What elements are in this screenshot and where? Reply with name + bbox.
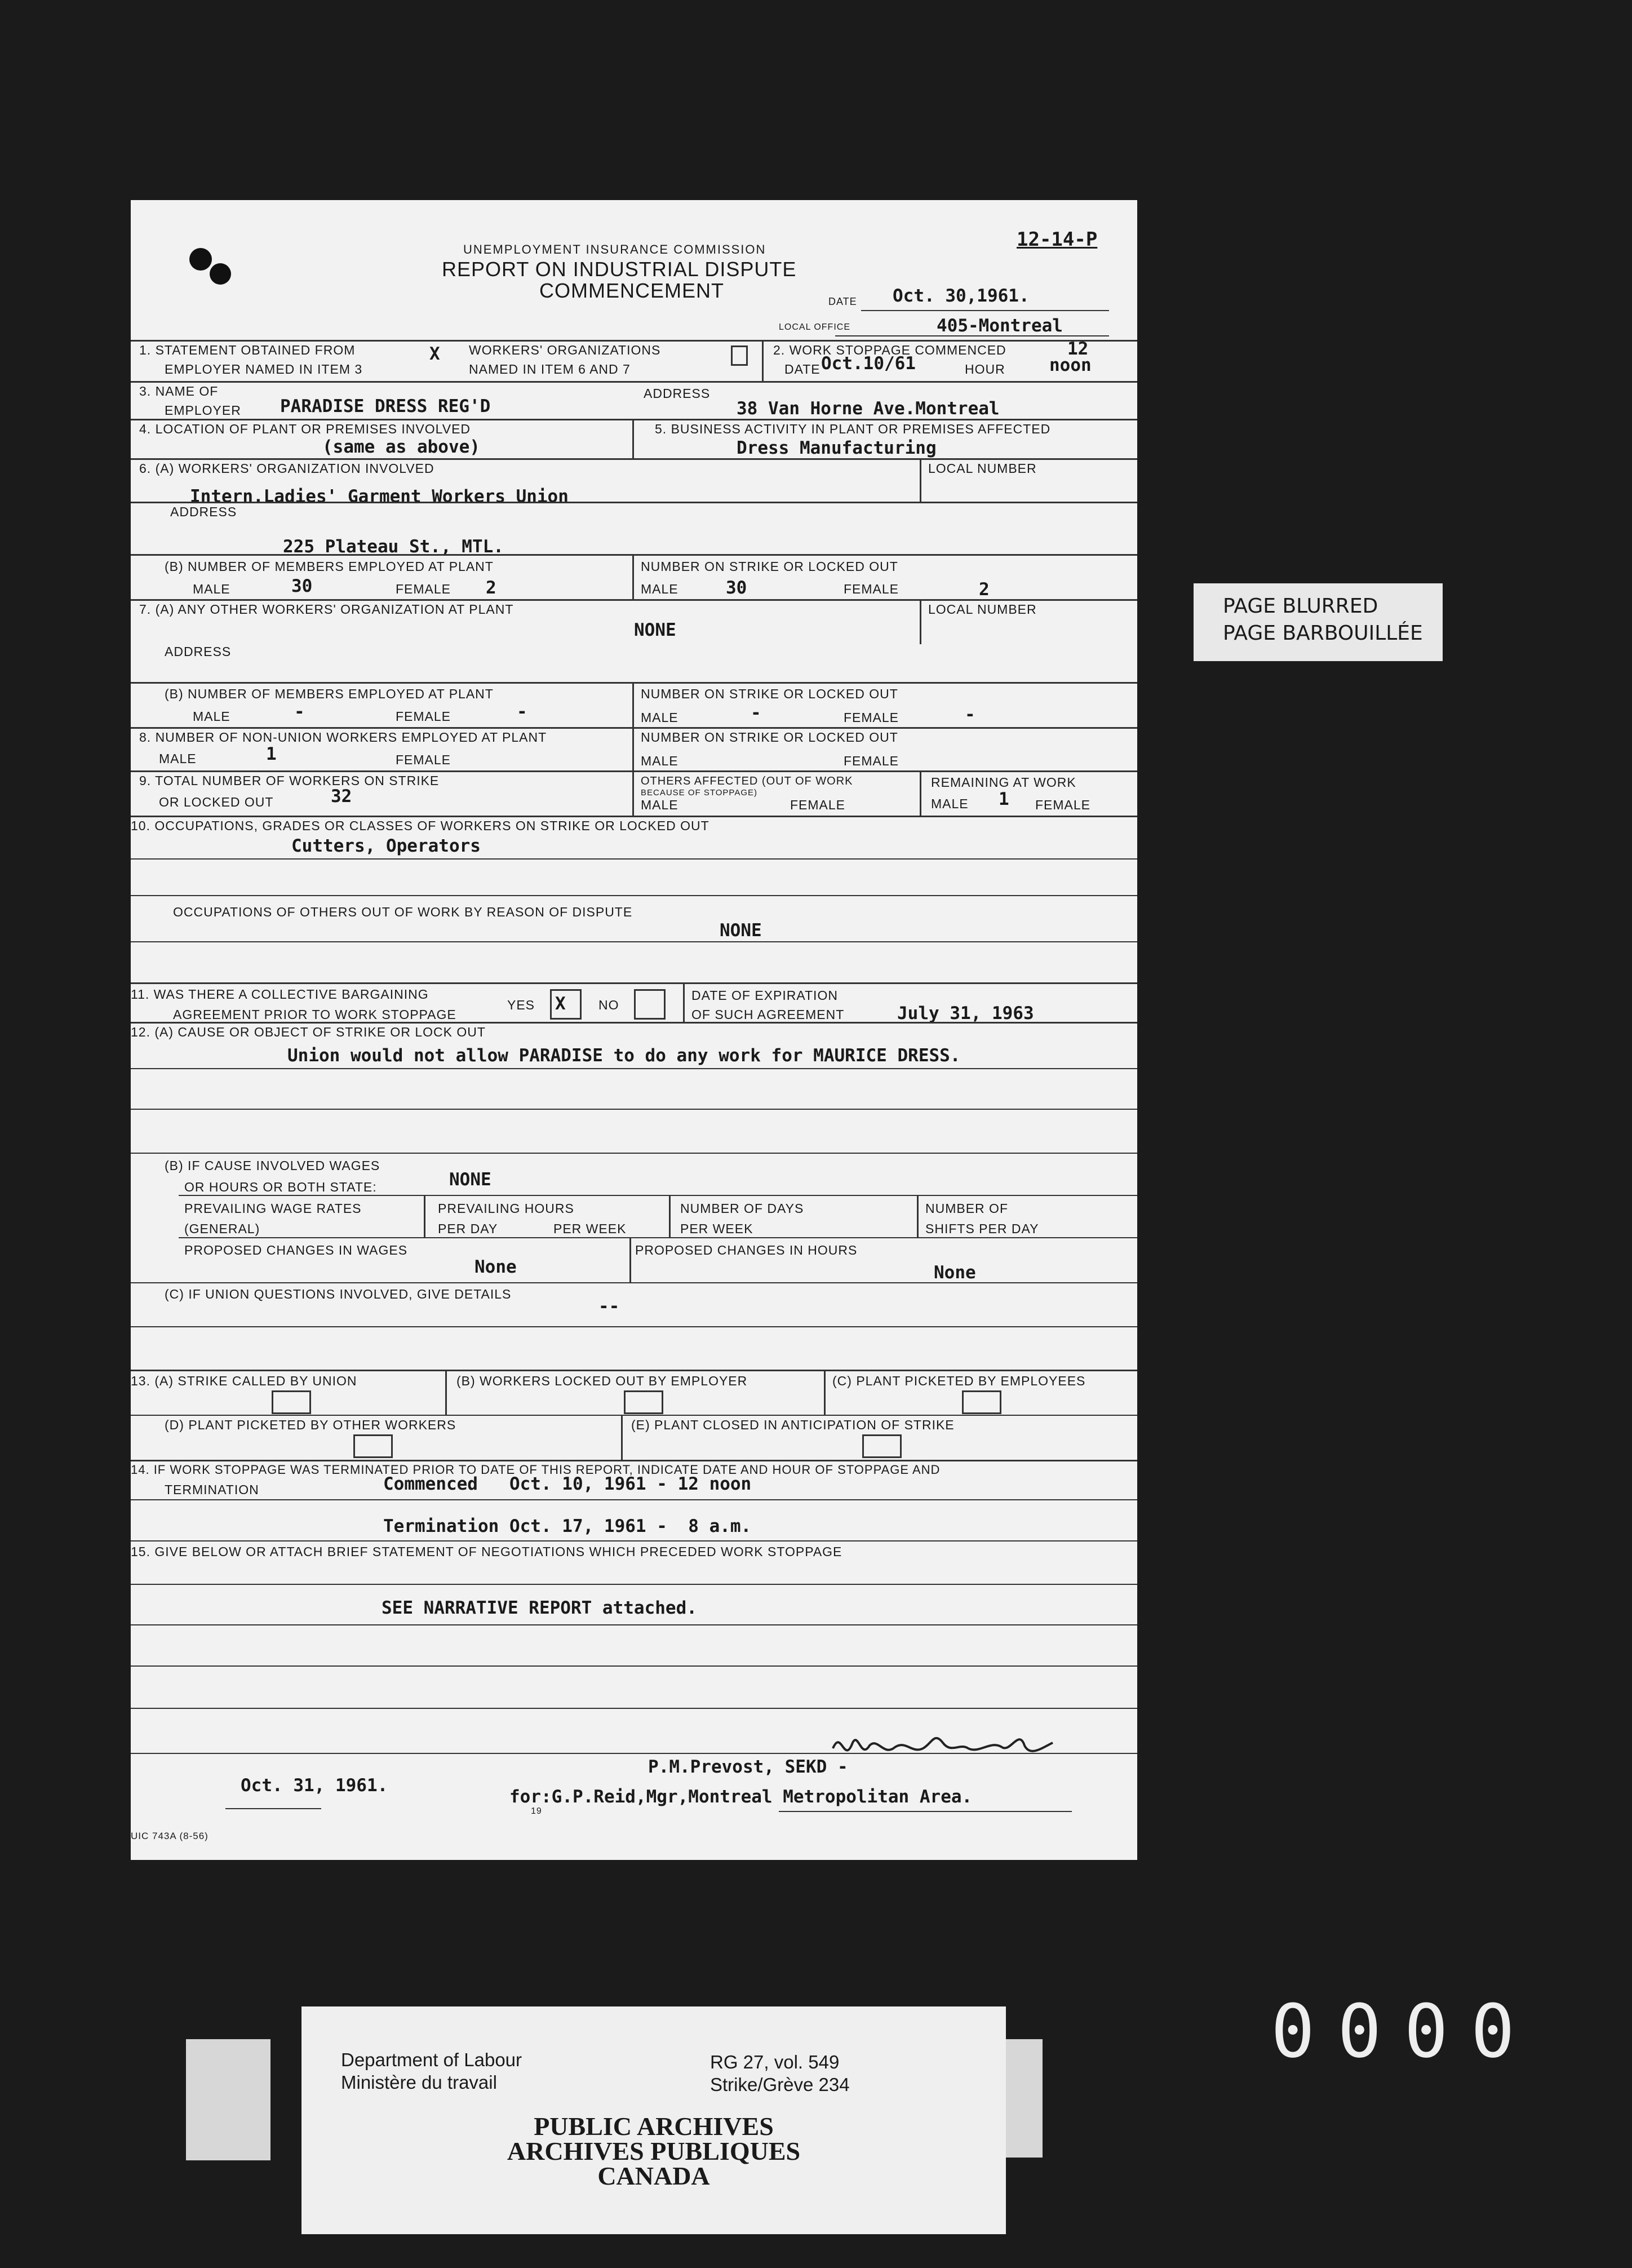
item9-label: 9. TOTAL NUMBER OF WORKERS ON STRIKE [139,773,440,788]
item14-label: 14. IF WORK STOPPAGE WAS TERMINATED PRIOR TO DATE OF THIS REPORT, INDICATE DATE AND HOUR OF STOPPAGE AND [131,1463,941,1477]
business-activity: Dress Manufacturing [737,438,937,458]
wages-changes: None [474,1257,517,1277]
form-number: UIC 743A (8-56) [131,1831,209,1841]
expiration-label2: OF SUCH AGREEMENT [691,1007,845,1022]
item8-label: 8. NUMBER OF NON-UNION WORKERS EMPLOYED AT PLANT [139,730,547,745]
male-label: MALE [159,751,197,766]
workers-organization: Intern.Ladies' Garment Workers Union [190,486,569,507]
male-label: MALE [641,710,678,725]
strike-male: 30 [726,578,747,598]
item6-address-label: ADDRESS [170,504,237,519]
signer-name: P.M.Prevost, SEKD - [648,1757,848,1777]
public-archives-en: PUBLIC ARCHIVES [534,2112,774,2141]
others-occupations: NONE [720,920,762,941]
punch-hole [189,248,212,271]
no-label: NO [598,998,619,1012]
workers-org-label2: NAMED IN ITEM 6 AND 7 [469,362,631,376]
female-label: FEMALE [396,582,451,596]
hours-changes: None [934,1263,976,1283]
dept-en: Department of Labour [341,2049,522,2070]
item12b-label2: OR HOURS OR BOTH STATE: [184,1180,377,1194]
termination-line: Termination Oct. 17, 1961 - 8 a.m. [383,1516,752,1536]
public-archives-fr: ARCHIVES PUBLIQUES [507,2137,801,2165]
item8-strike-label: NUMBER ON STRIKE OR LOCKED OUT [641,730,898,745]
yes-label: YES [507,998,535,1012]
archive-label-card [301,2006,1006,2234]
workers-org-label: WORKERS' ORGANIZATIONS [469,343,661,357]
stamp-line-fr: PAGE BARBOUILLÉE [1223,622,1423,645]
occupations: Cutters, Operators [291,836,481,856]
item7-label: 7. (A) ANY OTHER WORKERS' ORGANIZATION AT PLANT [139,602,514,617]
item6-label: 6. (A) WORKERS' ORGANIZATION INVOLVED [139,461,434,476]
employer-checkbox-mark: X [429,344,440,364]
item13a-label: 13. (A) STRIKE CALLED BY UNION [131,1374,357,1388]
others-occupations-label: OCCUPATIONS OF OTHERS OUT OF WORK BY REASON OF DISPUTE [173,905,633,919]
female-label: FEMALE [1035,798,1091,812]
address-label: ADDRESS [644,386,711,401]
cause-of-strike: Union would not allow PARADISE to do any work for MAURICE DRESS. [287,1046,961,1066]
female-label: FEMALE [844,754,899,768]
female-label: FEMALE [790,798,846,812]
female-label: FEMALE [844,710,899,725]
stoppage-hour: noon [1049,355,1092,375]
locked-out-checkbox[interactable] [624,1390,663,1414]
shifts-label2: SHIFTS PER DAY [925,1221,1039,1236]
item12c-label: (C) IF UNION QUESTIONS INVOLVED, GIVE DETAILS [165,1287,512,1301]
item11-label2: AGREEMENT PRIOR TO WORK STOPPAGE [173,1007,456,1022]
employer-name: PARADISE DRESS REG'D [280,396,491,417]
male-label: MALE [193,582,230,596]
item13e-label: (E) PLANT CLOSED IN ANTICIPATION OF STRIKE [631,1418,955,1432]
male-label: MALE [193,709,230,724]
date-label: DATE [828,296,857,307]
form-subtitle: COMMENCEMENT [539,279,724,302]
plant-location: (same as above) [322,437,480,457]
per-week-label: PER WEEK [553,1221,627,1236]
item10-label: 10. OCCUPATIONS, GRADES OR CLASSES OF WORKERS ON STRIKE OR LOCKED OUT [131,818,709,833]
hours-changes-label: PROPOSED CHANGES IN HOURS [635,1243,858,1257]
item1-label: 1. STATEMENT OBTAINED FROM [139,343,356,357]
others-affected-label2: BECAUSE OF STOPPAGE) [641,788,757,798]
prevailing-hours-label: PREVAILING HOURS [438,1201,574,1216]
item7-members-female: - [517,702,527,722]
form-title: REPORT ON INDUSTRIAL DISPUTE [442,258,797,281]
stoppage-hour-top: 12 [1067,339,1089,359]
total-on-strike: 32 [331,786,352,807]
remaining-label: REMAINING AT WORK [931,775,1076,790]
item1-label2: EMPLOYER NAMED IN ITEM 3 [165,362,363,376]
item3-label2: EMPLOYER [165,403,241,418]
other-organization: NONE [634,620,676,640]
no-checkbox[interactable] [634,989,666,1020]
item9-label2: OR LOCKED OUT [159,795,274,809]
archive-ref: RG 27, vol. 549 [710,2052,840,2072]
archive-strike-no: Strike/Grève 234 [710,2074,850,2095]
item13b-label: (B) WORKERS LOCKED OUT BY EMPLOYER [456,1374,748,1388]
for-line: for:G.P.Reid,Mgr,Montreal Metropolitan Area. [509,1787,973,1807]
wages-hours-value: NONE [449,1170,491,1190]
members-male: 30 [291,576,313,596]
item7-address-label: ADDRESS [165,644,232,659]
workers-org-checkbox[interactable] [731,345,748,366]
page-blurred-stamp [1194,583,1443,661]
item11-label: 11. WAS THERE A COLLECTIVE BARGAINING [131,987,429,1002]
male-label: MALE [641,754,678,768]
dept-fr: Ministère du travail [341,2072,497,2093]
punch-hole [210,263,231,285]
remaining-male: 1 [999,789,1009,809]
general-label: (GENERAL) [184,1221,260,1236]
item3-label: 3. NAME OF [139,384,219,398]
stoppage-date: Oct.10/61 [821,353,916,374]
card-tab-left [186,2039,270,2160]
days-label2: PER WEEK [680,1221,753,1236]
male-label: MALE [641,582,678,596]
item7-local-label: LOCAL NUMBER [928,602,1037,617]
stoppage-hour-label: HOUR [965,362,1005,376]
item15-label: 15. GIVE BELOW OR ATTACH BRIEF STATEMENT OF NEGOTIATIONS WHICH PRECEDED WORK STOPPAGE [131,1544,842,1559]
signed-date: Oct. 31, 1961. [241,1775,388,1796]
employer-address: 38 Van Horne Ave.Montreal [737,398,1000,419]
stamp-line-en: PAGE BLURRED [1223,595,1378,618]
others-affected-label: OTHERS AFFECTED (OUT OF WORK [641,775,853,787]
item2-label: 2. WORK STOPPAGE COMMENCED [773,343,1006,357]
days-label: NUMBER OF DAYS [680,1201,804,1216]
stoppage-date-label: DATE [784,362,821,376]
item7-members-male: - [294,702,305,722]
wage-rates-label: PREVAILING WAGE RATES [184,1201,362,1216]
item4-label: 4. LOCATION OF PLANT OR PREMISES INVOLVED [139,422,471,436]
item5-label: 5. BUSINESS ACTIVITY IN PLANT OR PREMISES AFFECTED [655,422,1051,436]
file-number: 12-14-P [1017,228,1098,251]
male-label: MALE [641,798,678,812]
yes-checkbox-mark: X [555,994,566,1014]
public-archives-country: CANADA [597,2161,710,2190]
item13c-label: (C) PLANT PICKETED BY EMPLOYEES [832,1374,1086,1388]
local-office: 405-Montreal [937,316,1063,336]
members-female: 2 [486,578,496,598]
expiration-label: DATE OF EXPIRATION [691,988,838,1003]
female-label: FEMALE [844,582,899,596]
nonunion-male: 1 [266,744,277,764]
item13d-label: (D) PLANT PICKETED BY OTHER WORKERS [165,1418,456,1432]
dispute-report-form [131,200,1137,1860]
handwritten-signature [827,1726,1070,1771]
item12b-label: (B) IF CAUSE INVOLVED WAGES [165,1158,380,1173]
frame-counter: 0000 [1271,1988,1538,2074]
female-label: FEMALE [396,752,451,767]
local-office-label: LOCAL OFFICE [779,322,850,332]
item7-strike-male: - [751,703,761,723]
plant-closed-checkbox[interactable] [862,1434,902,1458]
per-day-label: PER DAY [438,1221,498,1236]
item7-strike-label: NUMBER ON STRIKE OR LOCKED OUT [641,686,898,701]
item12-label: 12. (A) CAUSE OR OBJECT OF STRIKE OR LOCK OUT [131,1025,486,1039]
shifts-label: NUMBER OF [925,1201,1008,1216]
item6-local-label: LOCAL NUMBER [928,461,1037,476]
year-prefix: 19 [531,1806,542,1816]
male-label: MALE [931,796,969,811]
agency-name: UNEMPLOYMENT INSURANCE COMMISSION [463,242,766,256]
female-label: FEMALE [396,709,451,724]
item6b-label: (B) NUMBER OF MEMBERS EMPLOYED AT PLANT [165,559,494,574]
picketed-employees-checkbox[interactable] [962,1390,1001,1414]
union-address: 225 Plateau St., MTL. [283,537,504,557]
strike-called-checkbox[interactable] [272,1390,311,1414]
negotiations-statement: SEE NARRATIVE REPORT attached. [382,1598,697,1618]
strike-female: 2 [979,579,990,600]
item14-label2: TERMINATION [165,1482,259,1497]
agreement-expiration: July 31, 1963 [897,1003,1034,1024]
union-questions: -- [598,1296,620,1317]
report-date: Oct. 30,1961. [893,286,1030,306]
wages-changes-label: PROPOSED CHANGES IN WAGES [184,1243,408,1257]
item7b-label: (B) NUMBER OF MEMBERS EMPLOYED AT PLANT [165,686,494,701]
item7-strike-female: - [965,705,975,725]
item6-strike-label: NUMBER ON STRIKE OR LOCKED OUT [641,559,898,574]
commenced-line: Commenced Oct. 10, 1961 - 12 noon [383,1474,752,1494]
picketed-others-checkbox[interactable] [353,1434,393,1458]
